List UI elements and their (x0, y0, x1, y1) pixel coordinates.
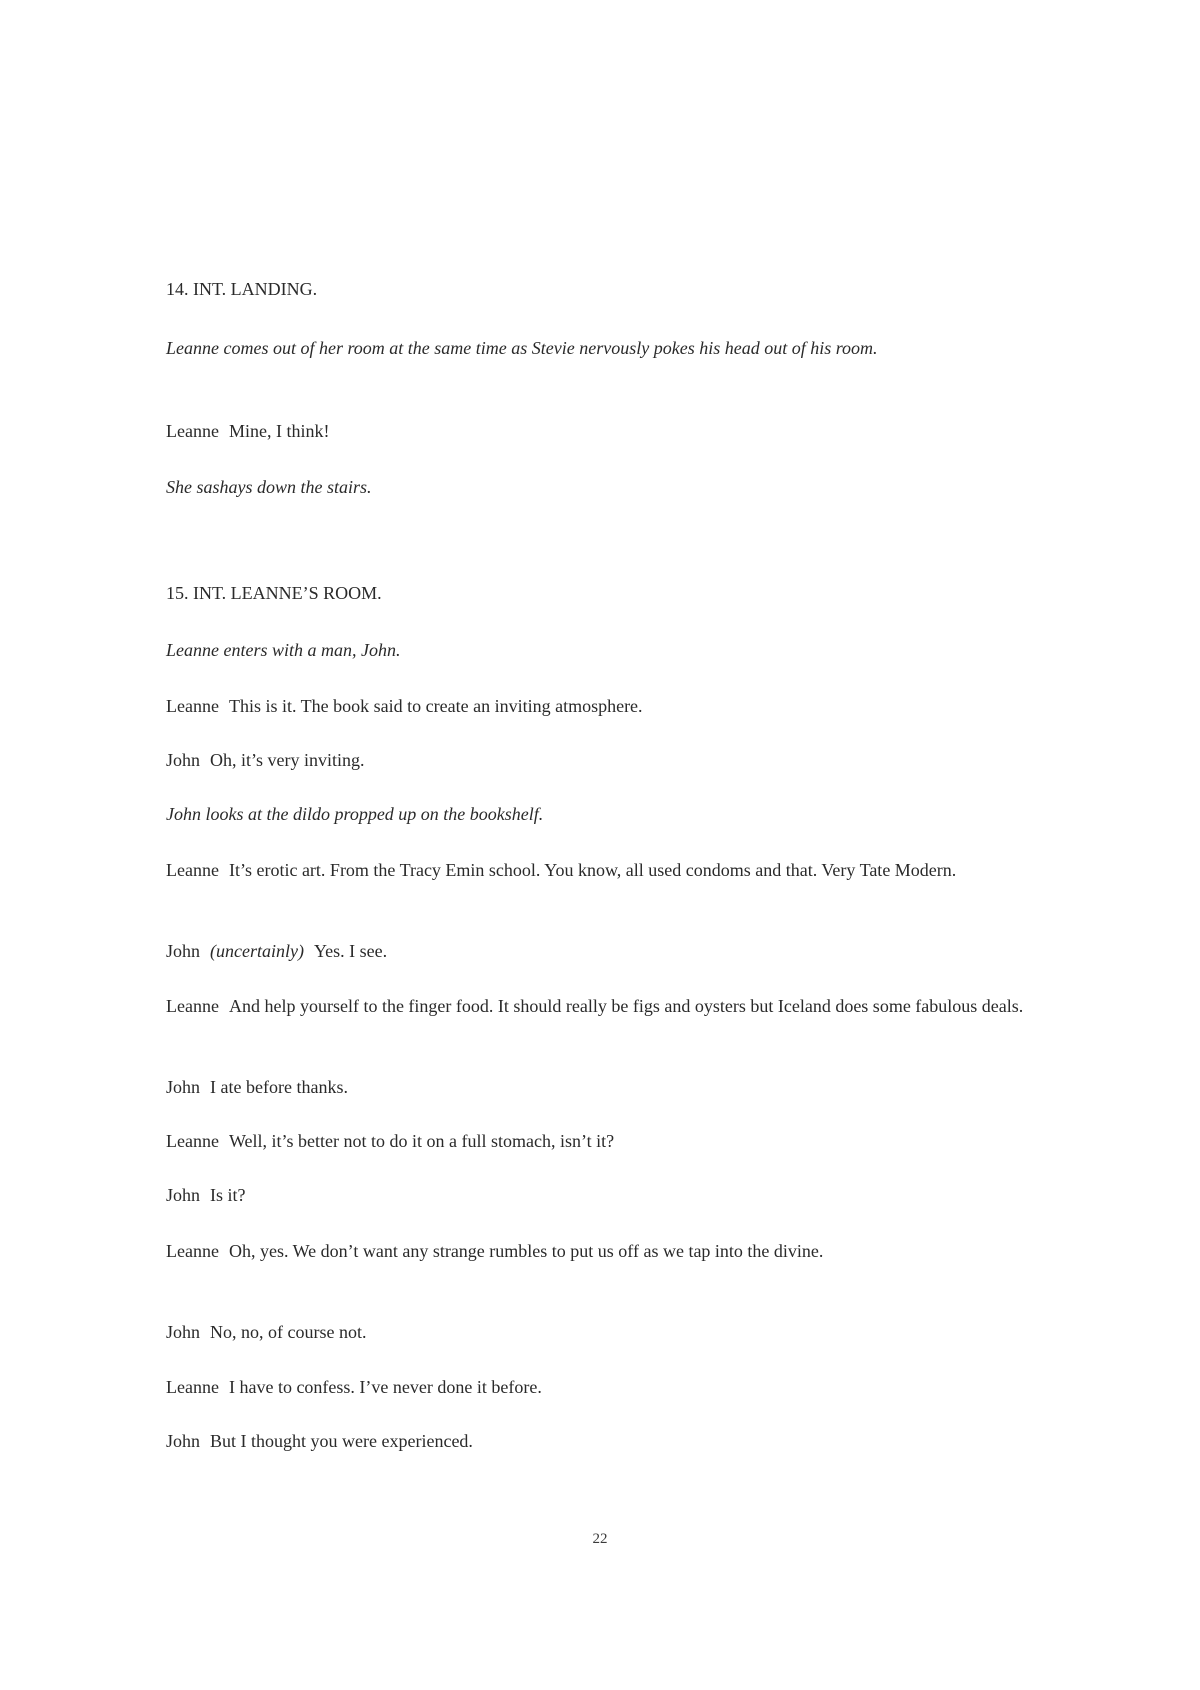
speaker-name: Leanne (166, 996, 219, 1016)
page-number: 22 (592, 1531, 608, 1547)
speaker-name: Leanne (166, 1377, 219, 1397)
speaker-name: John (166, 750, 201, 770)
dialogue-line (166, 1319, 1026, 1346)
dialogue-line (166, 1374, 1026, 1401)
speaker-name: John (166, 1431, 201, 1451)
dialogue-text: I ate before thanks. (210, 1077, 348, 1097)
dialogue-text: Oh, yes. We don’t want any strange rumbles to put us off as we tap into the divine. (228, 1241, 824, 1261)
dialogue-line (166, 747, 1026, 774)
scene-14-action-1: Leanne comes out of her room at the same time as Stevie nervously pokes his head out of his room. (166, 338, 878, 358)
scene-15-action-1: Leanne enters with a man, John. (166, 640, 401, 660)
scene-14-heading: 14. INT. LANDING. (166, 279, 318, 299)
dialogue-line (166, 418, 1026, 445)
speaker-name: John (166, 1077, 201, 1097)
dialogue-text: Mine, I think! (228, 421, 330, 441)
dialogue-line (166, 693, 1026, 720)
dialogue-text: I have to confess. I’ve never done it before. (228, 1377, 542, 1397)
dialogue-text: Is it? (210, 1185, 246, 1205)
speaker-name: John (166, 941, 201, 961)
dialogue-line (166, 1428, 1026, 1455)
dialogue-line (166, 938, 1026, 965)
speaker-name: Leanne (166, 696, 219, 716)
speaker-name: Leanne (166, 421, 219, 441)
dialogue-text: But I thought you were experienced. (210, 1431, 473, 1451)
speaker-name: Leanne (166, 1241, 219, 1261)
dialogue-line (166, 1182, 1026, 1209)
speaker-name: John (166, 1322, 201, 1342)
dialogue-line (166, 993, 1026, 1020)
speaker-name: Leanne (166, 1131, 219, 1151)
dialogue-text: It’s erotic art. From the Tracy Emin school. You know, all used condoms and that. Very Tate Modern. (228, 860, 957, 880)
parenthetical: (uncertainly) (210, 941, 304, 961)
dialogue-line (166, 1074, 1026, 1101)
dialogue-line (166, 857, 1026, 884)
scene-15-heading: 15. INT. LEANNE’S ROOM. (166, 583, 382, 603)
dialogue-text: Well, it’s better not to do it on a full stomach, isn’t it? (228, 1131, 615, 1151)
dialogue-text: Oh, it’s very inviting. (210, 750, 365, 770)
dialogue-text: No, no, of course not. (210, 1322, 367, 1342)
dialogue-line (166, 1238, 1026, 1265)
dialogue-text: Yes. I see. (313, 941, 388, 961)
speaker-name: John (166, 1185, 201, 1205)
speaker-name: Leanne (166, 860, 219, 880)
dialogue-text: This is it. The book said to create an inviting atmosphere. (228, 696, 643, 716)
dialogue-text: And help yourself to the finger food. It should really be figs and oysters but Iceland does some fabulous deals. (228, 996, 1024, 1016)
dialogue-line (166, 1128, 1026, 1155)
scene-15-action-2: John looks at the dildo propped up on the bookshelf. (166, 804, 544, 824)
scene-14-action-2: She sashays down the stairs. (166, 477, 372, 497)
